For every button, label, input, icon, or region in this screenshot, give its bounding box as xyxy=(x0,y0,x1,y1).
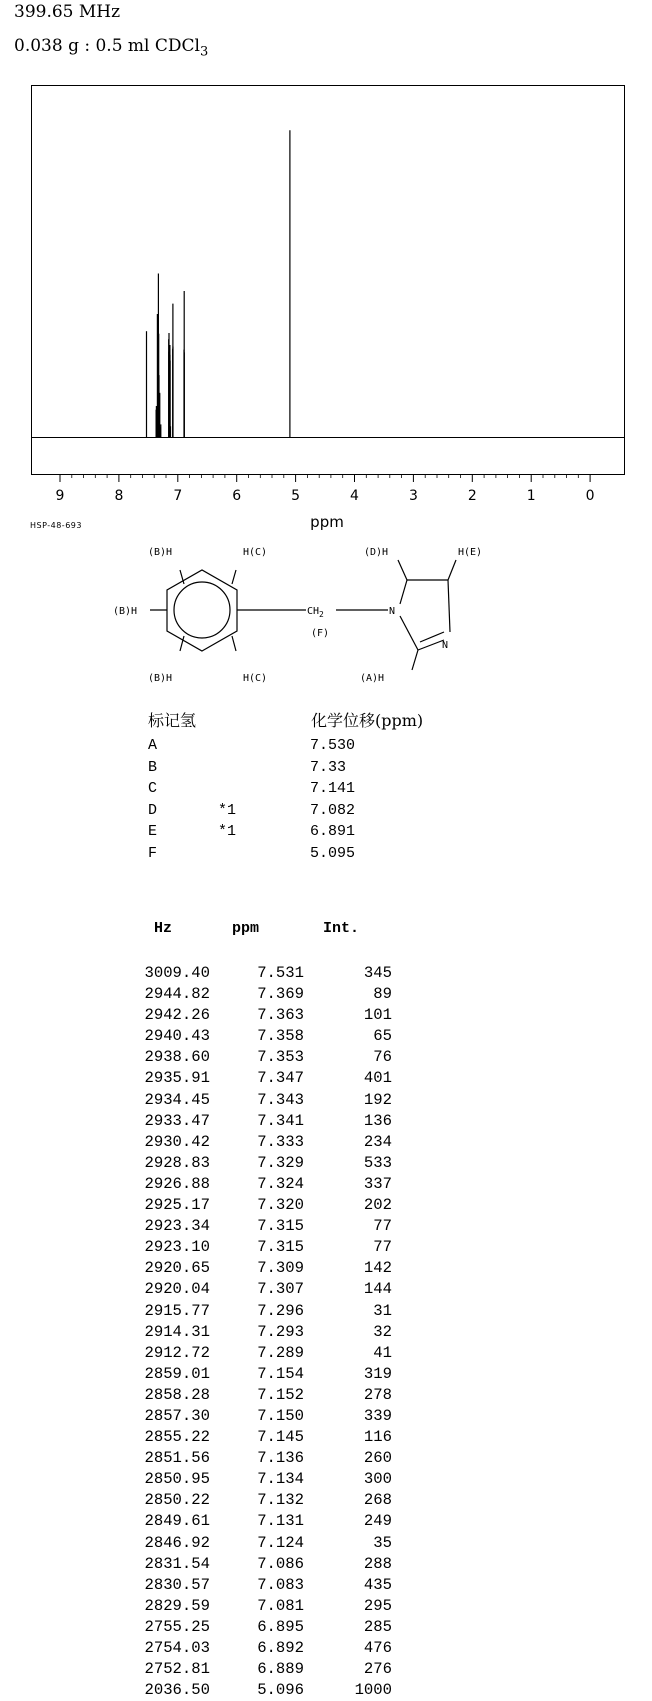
peak-row xyxy=(124,1301,392,1322)
peak-int: 300 xyxy=(363,1470,392,1489)
assignment-note: *1 xyxy=(218,823,237,840)
peak-ppm: 7.132 xyxy=(257,1491,304,1510)
label-c-bot: H(C) xyxy=(243,673,268,684)
assignment-shift: 7.141 xyxy=(310,780,356,797)
peak-ppm: 7.136 xyxy=(257,1449,304,1468)
peak-int: 288 xyxy=(363,1554,392,1573)
peak-hz: 2944.82 xyxy=(144,985,210,1004)
peak-int: 101 xyxy=(363,1006,392,1025)
peak-int: 136 xyxy=(363,1111,392,1130)
x-tick-label: 2 xyxy=(467,488,477,504)
assignment-shift: 7.530 xyxy=(310,737,356,754)
peak-row xyxy=(124,1469,392,1490)
label-c-top: H(C) xyxy=(243,547,268,558)
assignment-note xyxy=(218,843,310,865)
bond-c2-n1 xyxy=(400,616,418,650)
peak-row xyxy=(124,984,392,1005)
peak-ppm: 7.145 xyxy=(257,1428,304,1447)
bond-n3-c2-double xyxy=(420,632,444,642)
label-n3: N xyxy=(442,640,449,651)
peak-row xyxy=(124,1364,392,1385)
x-tick-label: 0 xyxy=(585,488,595,504)
peak-int: 31 xyxy=(373,1301,392,1320)
spectrometer-frequency: 399.65 MHz xyxy=(14,2,121,22)
label-e: H(E) xyxy=(458,547,483,558)
peak-row xyxy=(124,1279,392,1300)
peak-hz: 2752.81 xyxy=(144,1660,210,1679)
peak-row xyxy=(124,1216,392,1237)
peak-ppm: 7.531 xyxy=(257,964,304,982)
peak-row xyxy=(124,1427,392,1448)
assignment-shift: 5.095 xyxy=(310,844,356,862)
peak-ppm: 7.358 xyxy=(257,1027,304,1046)
assignment-note: *1 xyxy=(218,801,237,819)
peak-ppm: 7.124 xyxy=(257,1533,304,1552)
peak-row xyxy=(124,1575,392,1596)
peak-hz: 2858.28 xyxy=(144,1385,210,1404)
peak-hz: 2829.59 xyxy=(144,1596,210,1615)
bond-c-top xyxy=(232,570,236,584)
peak-ppm: 7.343 xyxy=(257,1090,304,1109)
label-b-top: (B)H xyxy=(148,547,173,558)
sample-subscript: 3 xyxy=(199,44,209,60)
peak-row xyxy=(124,1237,392,1258)
assignment-shift: 7.33 xyxy=(310,758,347,776)
peak-row xyxy=(124,1511,392,1532)
assignment-label: A xyxy=(148,737,158,754)
peak-row xyxy=(124,1385,392,1406)
peak-ppm: 7.150 xyxy=(257,1406,304,1425)
x-axis-label: ppm xyxy=(310,513,344,531)
peak-hz: 2857.30 xyxy=(144,1406,210,1425)
bond-d xyxy=(398,560,407,580)
peak-int: 401 xyxy=(363,1069,392,1088)
sample-code: HSP-48-693 xyxy=(30,521,82,530)
assignment-note xyxy=(218,735,310,757)
peak-row xyxy=(124,1322,392,1343)
peak-row xyxy=(124,1448,392,1469)
assignment-label: D xyxy=(148,801,158,819)
peak-ppm: 7.086 xyxy=(257,1554,304,1573)
peak-hz: 2920.65 xyxy=(144,1259,210,1278)
peak-row xyxy=(124,1533,392,1554)
peak-ppm: 5.096 xyxy=(257,1681,304,1700)
assignment-row xyxy=(148,800,355,822)
peak-hz: 2934.45 xyxy=(144,1090,210,1109)
x-tick-label: 1 xyxy=(526,488,536,504)
label-n1: N xyxy=(389,606,396,617)
peak-hz: 2755.25 xyxy=(144,1617,210,1636)
assignment-row xyxy=(148,778,355,800)
peak-ppm: 7.363 xyxy=(257,1006,304,1025)
sample-text: 0.038 g : 0.5 ml CDCl xyxy=(14,36,200,56)
peak-int: 77 xyxy=(373,1238,392,1257)
x-tick-label: 7 xyxy=(173,488,183,504)
peak-row xyxy=(124,1596,392,1617)
peak-ppm: 7.134 xyxy=(257,1470,304,1489)
peak-ppm: 7.083 xyxy=(257,1575,304,1594)
x-tick-label: 4 xyxy=(350,488,359,504)
assignment-row xyxy=(148,735,355,757)
peak-ppm: 7.333 xyxy=(257,1132,304,1151)
assignment-label: E xyxy=(148,823,158,840)
peak-ppm: 7.324 xyxy=(257,1174,304,1193)
peak-int: 1000 xyxy=(354,1681,392,1700)
label-b-bot: (B)H xyxy=(148,673,173,684)
bond-n1-c5 xyxy=(400,580,407,604)
assignment-label: B xyxy=(148,758,158,776)
peak-int: 116 xyxy=(363,1428,392,1447)
peak-hz: 2912.72 xyxy=(144,1343,210,1362)
label-ch2: $CH_2$ xyxy=(307,606,324,619)
peak-row xyxy=(124,1111,392,1132)
x-tick-label: 3 xyxy=(408,488,418,504)
peak-row xyxy=(124,963,392,984)
peak-int: 319 xyxy=(363,1364,392,1383)
peak-int: 202 xyxy=(363,1196,392,1215)
aromatic-circle xyxy=(174,582,230,638)
assignment-row xyxy=(148,843,355,865)
peak-hz: 2920.04 xyxy=(144,1280,210,1299)
peak-row xyxy=(124,1090,392,1111)
peak-row xyxy=(124,1638,392,1659)
peak-ppm: 6.892 xyxy=(257,1639,304,1657)
peak-list-table xyxy=(124,963,392,1701)
peak-ppm: 6.889 xyxy=(257,1660,304,1679)
peak-row xyxy=(124,1047,392,1068)
assignment-note xyxy=(218,778,310,800)
peak-int: 276 xyxy=(363,1660,392,1679)
peak-hz: 2938.60 xyxy=(144,1048,210,1067)
peak-hz: 2933.47 xyxy=(144,1111,210,1130)
peak-hz: 2851.56 xyxy=(144,1449,210,1468)
bond-e xyxy=(448,560,456,580)
peak-ppm: 7.154 xyxy=(257,1364,304,1383)
peak-hz: 2940.43 xyxy=(144,1027,210,1046)
peak-hz: 2850.22 xyxy=(144,1491,210,1510)
peak-int: 268 xyxy=(363,1491,392,1510)
peak-hz: 2831.54 xyxy=(144,1554,210,1573)
assignment-note xyxy=(218,757,310,779)
peak-hz: 2928.83 xyxy=(144,1153,210,1172)
bond-c-bot xyxy=(232,636,236,651)
peak-hz: 2846.92 xyxy=(144,1533,210,1552)
peak-hz: 2926.88 xyxy=(144,1174,210,1193)
peak-int: 285 xyxy=(363,1617,392,1636)
peak-ppm: 7.081 xyxy=(257,1596,304,1615)
x-tick-label: 5 xyxy=(291,488,301,504)
peak-ppm: 7.341 xyxy=(257,1111,304,1130)
peak-int: 77 xyxy=(373,1217,392,1236)
peak-row xyxy=(124,1068,392,1089)
peak-int: 234 xyxy=(363,1132,392,1151)
peak-row xyxy=(124,1659,392,1680)
peak-hz: 2930.42 xyxy=(144,1132,210,1151)
peak-row xyxy=(124,1132,392,1153)
peak-ppm: 7.293 xyxy=(257,1322,304,1341)
peak-int: 144 xyxy=(363,1280,392,1299)
peak-hz: 2849.61 xyxy=(144,1512,210,1531)
assign-col1-header: 标记氢 xyxy=(148,711,197,730)
x-tick-label: 8 xyxy=(114,488,124,504)
peak-ppm: 7.152 xyxy=(257,1385,304,1404)
label-b-mid: (B)H xyxy=(113,606,138,617)
peak-row xyxy=(124,1258,392,1279)
peak-int: 345 xyxy=(363,964,392,982)
peak-row xyxy=(124,1617,392,1638)
peak-row xyxy=(124,1680,392,1701)
peak-hz: 2942.26 xyxy=(144,1006,210,1025)
peak-ppm: 7.329 xyxy=(257,1153,304,1172)
assignment-label: F xyxy=(148,844,158,862)
peak-int: 249 xyxy=(363,1512,392,1531)
label-a: (A)H xyxy=(360,673,385,684)
peak-ppm: 7.315 xyxy=(257,1217,304,1236)
peak-int: 76 xyxy=(373,1048,392,1067)
peak-row xyxy=(124,1343,392,1364)
peak-row xyxy=(124,1005,392,1026)
peak-row xyxy=(124,1026,392,1047)
peak-hz: 2850.95 xyxy=(144,1470,210,1489)
peak-ppm: 7.315 xyxy=(257,1238,304,1257)
peak-hz: 3009.40 xyxy=(144,964,210,982)
peak-int: 89 xyxy=(373,985,392,1004)
peak-row xyxy=(124,1174,392,1195)
peak-hz: 2935.91 xyxy=(144,1069,210,1088)
peak-int: 278 xyxy=(363,1385,392,1404)
peak-int: 41 xyxy=(373,1343,392,1362)
peak-ppm: 7.289 xyxy=(257,1343,304,1362)
peak-ppm: 6.895 xyxy=(257,1617,304,1636)
peak-int: 339 xyxy=(363,1406,392,1425)
label-f: (F) xyxy=(311,628,330,639)
peak-row xyxy=(124,1490,392,1511)
peak-ppm: 7.353 xyxy=(257,1048,304,1067)
peak-int: 192 xyxy=(363,1090,392,1109)
peak-int: 32 xyxy=(373,1322,392,1341)
peak-hz: 2855.22 xyxy=(144,1428,210,1447)
peak-hz: 2923.34 xyxy=(144,1217,210,1236)
peak-ppm: 7.320 xyxy=(257,1196,304,1215)
peak-ppm: 7.369 xyxy=(257,985,304,1004)
peak-ppm: 7.296 xyxy=(257,1301,304,1320)
assign-col2-header: 化学位移(ppm) xyxy=(311,711,424,730)
peak-ppm: 7.307 xyxy=(257,1280,304,1299)
peak-hz: 2914.31 xyxy=(144,1322,210,1341)
assignment-table xyxy=(148,735,355,864)
peak-hz: 2859.01 xyxy=(144,1364,210,1383)
peak-header-int: Int. xyxy=(323,920,360,937)
peak-int: 142 xyxy=(363,1259,392,1278)
peak-ppm: 7.347 xyxy=(257,1069,304,1088)
peak-ppm: 7.309 xyxy=(257,1259,304,1278)
bond-a xyxy=(412,650,418,670)
bond-c4-n3 xyxy=(448,580,450,632)
peak-row xyxy=(124,1406,392,1427)
peak-int: 295 xyxy=(363,1596,392,1615)
label-d: (D)H xyxy=(364,547,389,558)
peak-header-ppm: ppm xyxy=(232,920,260,937)
peak-hz: 2830.57 xyxy=(144,1575,210,1594)
peak-hz: 2915.77 xyxy=(144,1301,210,1320)
peak-row xyxy=(124,1554,392,1575)
peak-int: 337 xyxy=(363,1174,392,1193)
assignment-shift: 6.891 xyxy=(310,823,356,840)
peak-int: 35 xyxy=(373,1533,392,1552)
peak-hz: 2754.03 xyxy=(144,1639,210,1657)
chemical-structure xyxy=(0,0,652,720)
peak-hz: 2923.10 xyxy=(144,1238,210,1257)
assignment-shift: 7.082 xyxy=(310,801,356,819)
peak-hz: 2925.17 xyxy=(144,1196,210,1215)
assignment-label: C xyxy=(148,780,158,797)
peak-int: 260 xyxy=(363,1449,392,1468)
peak-ppm: 7.131 xyxy=(257,1512,304,1531)
x-tick-label: 9 xyxy=(55,488,65,504)
assignment-row xyxy=(148,821,355,843)
peak-hz: 2036.50 xyxy=(144,1681,210,1700)
peak-row xyxy=(124,1195,392,1216)
peak-row xyxy=(124,1153,392,1174)
x-tick-label: 6 xyxy=(232,488,242,504)
peak-header-hz: Hz xyxy=(154,920,173,937)
peak-int: 65 xyxy=(373,1027,392,1046)
assignment-row xyxy=(148,757,355,779)
peak-int: 435 xyxy=(363,1575,392,1594)
peak-int: 476 xyxy=(363,1639,392,1657)
peak-int: 533 xyxy=(363,1153,392,1172)
